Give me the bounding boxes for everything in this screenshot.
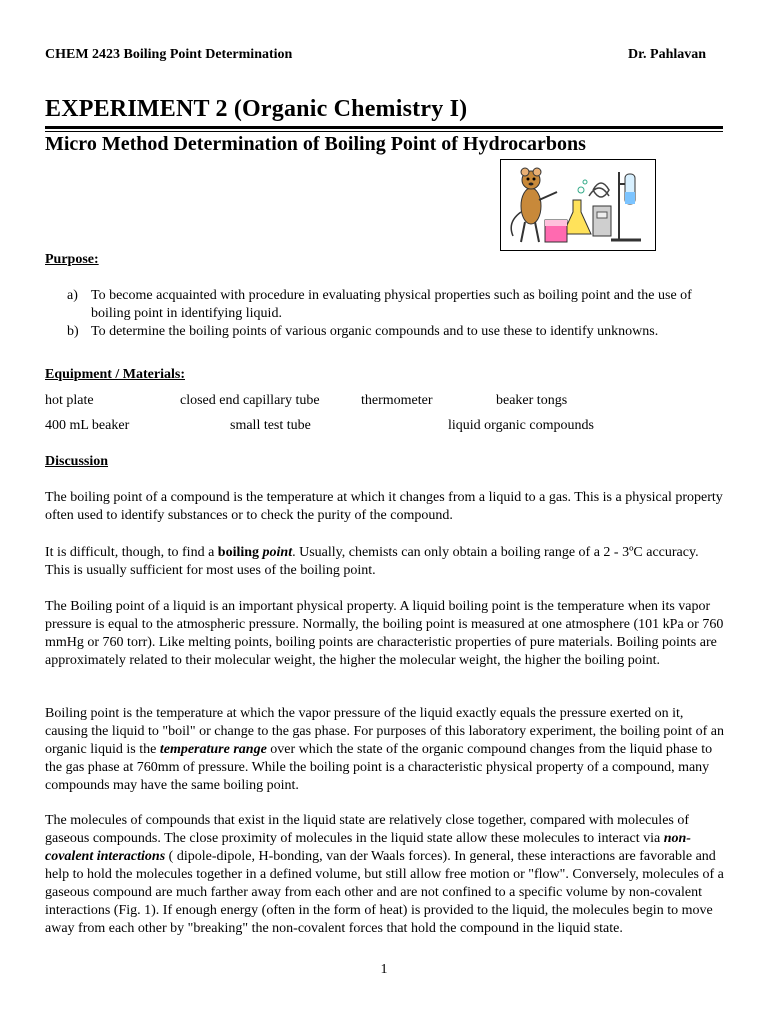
paragraph-text: ( dipole-dipole, H-bonding, van der Waals forces). In general, these interactions are favorable and help to hold the molecules together in a defined volume, but still allow free motion or "flow". Conversely, molecules of a gaseous compound are much farther away from each other and are not confined to a specific volume by non-covalent interactions (Fig. 1). If enough energy (often in the form of heat) is provided to the liquid, the molecules begin to move away from each other by "breaking" the non-covalent forces that hold the compound in the liquid state. (45, 849, 724, 936)
emphasis-bold: boiling (217, 545, 260, 560)
equipment-item: 400 mL beaker (45, 418, 130, 433)
paragraph-text: The molecules of compounds that exist in the liquid state are relatively close together, compared with molecules of gaseous compounds. The close proximity of molecules in the liquid state allow these molecules to interact via (45, 813, 690, 846)
purpose-item-b (45, 323, 725, 341)
discussion-paragraph-3: The Boiling point of a liquid is an important physical property. A liquid boiling point is the temperature when its vapor pressure is equal to the atmospheric pressure. Normally, the boiling point is measured at one atmosphere (101 kPa or 760 mmHg or 760 torr). Like melting points, boiling points are characteristic properties of pure materials. Boiling points are approximately related to their molecular weight, the higher the molecular weight, the higher the boiling point. (45, 599, 724, 668)
title-rule-thick (45, 126, 723, 129)
paragraph-text: It is difficult, though, to find a (45, 545, 218, 560)
purpose-item-text: To become acquainted with procedure in evaluating physical properties such as boiling point and the use of boiling point in identifying liquid. (91, 288, 692, 321)
equipment-item: hot plate (45, 393, 94, 408)
equipment-item: liquid organic compounds (448, 418, 594, 433)
discussion-paragraph-1: The boiling point of a compound is the temperature at which it changes from a liquid to a gas. This is a physical property often used to identify substances or to check the purity of the compound. (45, 490, 723, 523)
page-number: 1 (380, 962, 388, 977)
emphasis-bold-italic: temperature range (159, 742, 267, 757)
page-subtitle: Micro Method Determination of Boiling Point of Hydrocarbons (45, 133, 586, 155)
header-course: CHEM 2423 Boiling Point Determination (45, 47, 293, 62)
purpose-item-a (45, 287, 725, 323)
discussion-heading: Discussion (45, 454, 109, 469)
title-rule-thin (45, 131, 723, 132)
page-title: EXPERIMENT 2 (Organic Chemistry I) (45, 96, 468, 122)
equipment-item: closed end capillary tube (180, 393, 320, 408)
purpose-heading: Purpose: (45, 252, 99, 267)
purpose-item-text: To determine the boiling points of various organic compounds and to use these to identify unknowns. (91, 324, 659, 339)
emphasis-bold-italic: non-covalent interactions (45, 831, 691, 864)
discussion-paragraph-2 (45, 544, 725, 580)
purpose-item-label: b) (67, 324, 79, 339)
discussion-paragraph-5 (45, 812, 725, 938)
purpose-item-label: a) (67, 288, 78, 303)
paragraph-text: . Usually, chemists can only obtain a boiling range of a 2 - 3ºC accuracy. This is usually sufficient for most uses of the boiling point. (45, 545, 699, 578)
purpose-list (45, 287, 725, 341)
cartoon-chemist-lab-icon (500, 159, 656, 251)
equipment-item: thermometer (361, 393, 433, 408)
emphasis-bold-italic: point (262, 545, 293, 560)
paragraph-text: over which the state of the organic compound changes from the liquid phase to the gas phase at 760mm of pressure. While the boiling point is a characteristic physical property of a compound, many compounds may have the same boiling point. (45, 742, 713, 793)
header-instructor: Dr. Pahlavan (628, 47, 707, 62)
discussion-paragraph-4 (45, 705, 725, 795)
equipment-heading: Equipment / Materials: (45, 367, 185, 382)
equipment-item: beaker tongs (496, 393, 568, 408)
equipment-item: small test tube (230, 418, 311, 433)
paragraph-text: Boiling point is the temperature at which the vapor pressure of the liquid exactly equals the pressure exerted on it, causing the liquid to "boil" or change to the gas phase. For purposes of this laboratory experiment, the boiling point of an organic liquid is the (45, 706, 725, 757)
